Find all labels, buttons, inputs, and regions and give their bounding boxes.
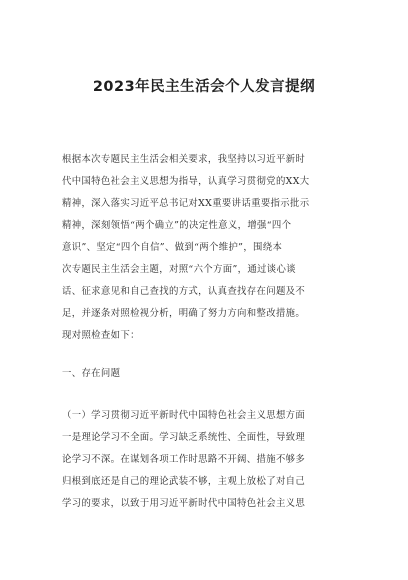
paragraph-line: 学习的要求，以致于用习近平新时代中国特色社会主义思 xyxy=(62,498,306,509)
paragraph-line: 归根到底还是自己的理论武装不够，主观上放松了对自己 xyxy=(62,476,306,487)
paragraph-line: 论学习不深。在谋划各项工作时思路不开阔、措施不够多 xyxy=(62,454,306,465)
intro-paragraph xyxy=(62,149,352,347)
paragraph-line: （一）学习贯彻习近平新时代中国特色社会主义思想方面 xyxy=(62,410,306,421)
section-heading xyxy=(62,363,352,385)
paragraph-line: 精神，深刻领悟“两个确立”的决定性意义，增强“四个 xyxy=(62,220,292,231)
paragraph-line: 次专题民主生活会主题，对照“六个方面”，通过谈心谈 xyxy=(62,264,296,275)
paragraph-line: 一是理论学习不全面。学习缺乏系统性、全面性，导致理 xyxy=(62,432,306,443)
paragraph-line: 意识”、坚定“四个自信”、做到“两个维护”，围绕本 xyxy=(62,242,283,253)
paragraph-line: 话、征求意见和自己查找的方式，认真查找存在问题及不 xyxy=(62,286,306,297)
document-title: 2023年民主生活会个人发言提纲 xyxy=(92,79,316,95)
item-paragraph xyxy=(62,405,352,515)
paragraph-line: 足，并逐条对照检视分析，明确了努力方向和整改措施。 xyxy=(62,308,306,319)
paragraph-line: 精神，深入落实习近平总书记对XX重要讲话重要指示批示 xyxy=(62,198,310,209)
section-heading-text: 一、存在问题 xyxy=(62,368,121,379)
paragraph-line: 根据本次专题民主生活会相关要求，我坚持以习近平新时 xyxy=(62,154,306,165)
paragraph-line: 代中国特色社会主义思想为指导，认真学习贯彻党的XX大 xyxy=(62,176,310,187)
paragraph-line: 现对照检查如下： xyxy=(62,330,140,341)
